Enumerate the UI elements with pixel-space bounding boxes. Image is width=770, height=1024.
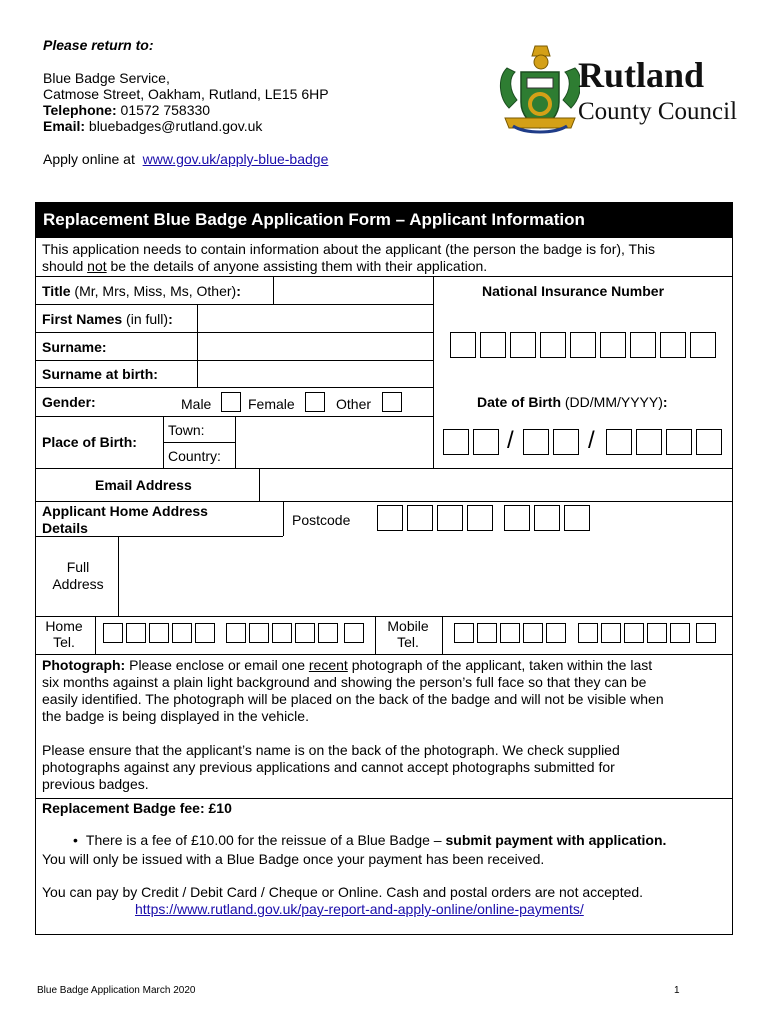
- title-label: [42, 283, 241, 300]
- home-tel-box[interactable]: [318, 623, 338, 643]
- country-label: Country:: [168, 448, 221, 464]
- gender-male-checkbox[interactable]: [221, 392, 241, 412]
- form-title-bar: [35, 202, 733, 238]
- gender-label: Gender:: [42, 394, 96, 410]
- photo-line-2: six months against a plain light background and showing the person’s full face so that they can be: [42, 674, 647, 690]
- dob-year-box[interactable]: [606, 429, 632, 455]
- town-label: Town:: [168, 422, 205, 438]
- fee-pay-text: You can pay by Credit / Debit Card / Cheque or Online. Cash and postal orders are not accepted.: [42, 884, 644, 900]
- postcode-box[interactable]: [504, 505, 530, 531]
- photo-text-c: photograph of the applicant, taken within the last: [347, 657, 653, 673]
- email-line: [43, 118, 262, 135]
- surname-birth-input[interactable]: [198, 361, 432, 386]
- intro-line-2: [42, 258, 487, 275]
- first-names-input[interactable]: [198, 305, 432, 331]
- title-hint: (Mr, Mrs, Miss, Ms, Other): [70, 283, 237, 299]
- intro-text-not: not: [87, 258, 107, 274]
- council-subtitle: County Council: [578, 98, 738, 125]
- first-names-label-text: First Names: [42, 311, 123, 327]
- full-address-label-2: Address: [52, 576, 104, 592]
- ni-box[interactable]: [630, 332, 656, 358]
- home-tel-box[interactable]: [272, 623, 292, 643]
- gender-other-label: Other: [336, 396, 372, 412]
- dob-month-box[interactable]: [523, 429, 549, 455]
- postcode-label: Postcode: [292, 512, 351, 528]
- ni-box[interactable]: [660, 332, 686, 358]
- gender-female-label: Female: [248, 396, 295, 412]
- apply-online-text: Apply online at: [43, 151, 135, 167]
- postcode-box[interactable]: [564, 505, 590, 531]
- fee-bullet-text: There is a fee of £10.00 for the reissue of a Blue Badge –: [85, 832, 446, 848]
- ni-label: National Insurance Number: [482, 283, 665, 299]
- intro-line-1: This application needs to contain information about the applicant (the person the badge is for), This: [42, 241, 656, 257]
- mobile-tel-box[interactable]: [454, 623, 474, 643]
- service-address: Catmose Street, Oakham, Rutland, LE15 6HP: [43, 86, 329, 102]
- telephone-label: Telephone:: [43, 102, 117, 118]
- ni-box[interactable]: [540, 332, 566, 358]
- mobile-tel-box[interactable]: [696, 623, 716, 643]
- email-input[interactable]: [260, 469, 732, 500]
- ni-box[interactable]: [480, 332, 506, 358]
- crest-logo: [495, 38, 580, 138]
- ni-box[interactable]: [510, 332, 536, 358]
- fee-bullet: [73, 832, 666, 849]
- ni-box[interactable]: [450, 332, 476, 358]
- dob-slash: /: [588, 427, 595, 454]
- page-number: 1: [674, 985, 680, 996]
- title-colon: :: [236, 283, 241, 299]
- mobile-tel-box[interactable]: [670, 623, 690, 643]
- dob-slash: /: [507, 427, 514, 454]
- photo-paragraph-1: [42, 657, 726, 725]
- email-address: bluebadges@rutland.gov.uk: [88, 118, 263, 134]
- photo-text-recent: recent: [308, 657, 348, 673]
- email-label: Email:: [43, 118, 86, 134]
- home-tel-label-2: Tel.: [53, 634, 75, 650]
- mobile-tel-label-2: Tel.: [397, 634, 419, 650]
- title-input[interactable]: [274, 277, 432, 303]
- bullet-icon: •: [73, 832, 78, 848]
- postcode-box[interactable]: [377, 505, 403, 531]
- dob-label-text: Date of Birth: [477, 394, 561, 410]
- postcode-box[interactable]: [407, 505, 433, 531]
- fee-bullet-bold: submit payment with application.: [445, 832, 667, 848]
- return-label: Please return to:: [43, 37, 154, 53]
- mobile-tel-box[interactable]: [477, 623, 497, 643]
- ni-box[interactable]: [600, 332, 626, 358]
- footer-text: Blue Badge Application March 2020: [37, 985, 196, 996]
- mobile-tel-box[interactable]: [624, 623, 644, 643]
- full-address-input[interactable]: [119, 537, 732, 615]
- town-input[interactable]: [236, 417, 432, 441]
- intro-text-a: should: [42, 258, 88, 274]
- telephone-number: 01572 758330: [120, 102, 211, 118]
- country-input[interactable]: [236, 443, 432, 467]
- surname-input[interactable]: [198, 333, 432, 359]
- home-tel-box[interactable]: [172, 623, 192, 643]
- photo-line-4: the badge is being displayed in the vehicle.: [42, 708, 309, 724]
- dob-day-box[interactable]: [443, 429, 469, 455]
- dob-day-box[interactable]: [473, 429, 499, 455]
- telephone-line: [43, 102, 210, 119]
- service-name: Blue Badge Service,: [43, 70, 170, 86]
- gender-male-label: Male: [181, 396, 212, 412]
- photo-line-5: Please ensure that the applicant’s name is on the back of the photograph. We check supplied: [42, 742, 620, 758]
- ni-box[interactable]: [570, 332, 596, 358]
- home-tel-box[interactable]: [249, 623, 269, 643]
- intro-text-c: be the details of anyone assisting them with their application.: [106, 258, 488, 274]
- form-title: Replacement Blue Badge Application Form – Applicant Information: [43, 210, 585, 229]
- ni-box[interactable]: [690, 332, 716, 358]
- photo-line-7: previous badges.: [42, 776, 149, 792]
- mobile-tel-box[interactable]: [601, 623, 621, 643]
- mobile-tel-box[interactable]: [578, 623, 598, 643]
- home-tel-box[interactable]: [226, 623, 246, 643]
- email-address-label: Email Address: [95, 477, 192, 493]
- postcode-box[interactable]: [437, 505, 463, 531]
- home-tel-box[interactable]: [195, 623, 215, 643]
- apply-online-line: [43, 151, 328, 168]
- photo-line-3: easily identified. The photograph will be placed on the back of the badge and will not be visible when: [42, 691, 664, 707]
- home-tel-box[interactable]: [344, 623, 364, 643]
- home-address-label: Applicant Home Address: [42, 503, 208, 519]
- fee-issued-text: You will only be issued with a Blue Badge once your payment has been received.: [42, 851, 545, 867]
- home-tel-box[interactable]: [126, 623, 146, 643]
- surname-birth-label: Surname at birth:: [42, 366, 158, 382]
- dob-month-box[interactable]: [553, 429, 579, 455]
- title-label-text: Title: [42, 283, 71, 299]
- full-address-label: Full: [66, 559, 90, 575]
- home-tel-box[interactable]: [295, 623, 315, 643]
- place-birth-label: Place of Birth:: [42, 434, 137, 450]
- apply-online-link[interactable]: www.gov.uk/apply-blue-badge: [142, 151, 329, 167]
- mobile-tel-box[interactable]: [523, 623, 543, 643]
- dob-colon: :: [662, 394, 668, 410]
- gender-female-checkbox[interactable]: [305, 392, 325, 412]
- dob-label: [477, 394, 668, 411]
- first-names-hint: (in full): [122, 311, 169, 327]
- dob-year-box[interactable]: [666, 429, 692, 455]
- home-tel-box[interactable]: [103, 623, 123, 643]
- dob-year-box[interactable]: [636, 429, 662, 455]
- dob-year-box[interactable]: [696, 429, 722, 455]
- surname-label: Surname:: [42, 339, 107, 355]
- photo-label: Photograph:: [42, 657, 126, 673]
- fee-pay-link-wrap: [135, 901, 584, 918]
- council-name: Rutland: [578, 55, 705, 95]
- dob-hint: (DD/MM/YYYY): [561, 394, 663, 410]
- pay-online-link[interactable]: https://www.rutland.gov.uk/pay-report-and-apply-online/online-payments/: [135, 901, 584, 917]
- first-names-label: [42, 311, 173, 328]
- postcode-box[interactable]: [467, 505, 493, 531]
- mobile-tel-box[interactable]: [500, 623, 520, 643]
- first-names-colon: :: [168, 311, 173, 327]
- home-address-label-2: Details: [42, 520, 88, 536]
- home-tel-label: Home: [45, 618, 83, 634]
- postcode-box[interactable]: [534, 505, 560, 531]
- home-tel-box[interactable]: [149, 623, 169, 643]
- fee-label: Replacement Badge fee: £10: [42, 800, 232, 816]
- photo-line-1: [42, 657, 726, 674]
- mobile-tel-label: Mobile: [387, 618, 429, 634]
- photo-line-6: photographs against any previous applications and cannot accept photographs submitted for: [42, 759, 615, 775]
- photo-paragraph-2: [42, 742, 726, 793]
- mobile-tel-box[interactable]: [546, 623, 566, 643]
- mobile-tel-box[interactable]: [647, 623, 667, 643]
- gender-other-checkbox[interactable]: [382, 392, 402, 412]
- photo-text-a: Please enclose or email one: [125, 657, 309, 673]
